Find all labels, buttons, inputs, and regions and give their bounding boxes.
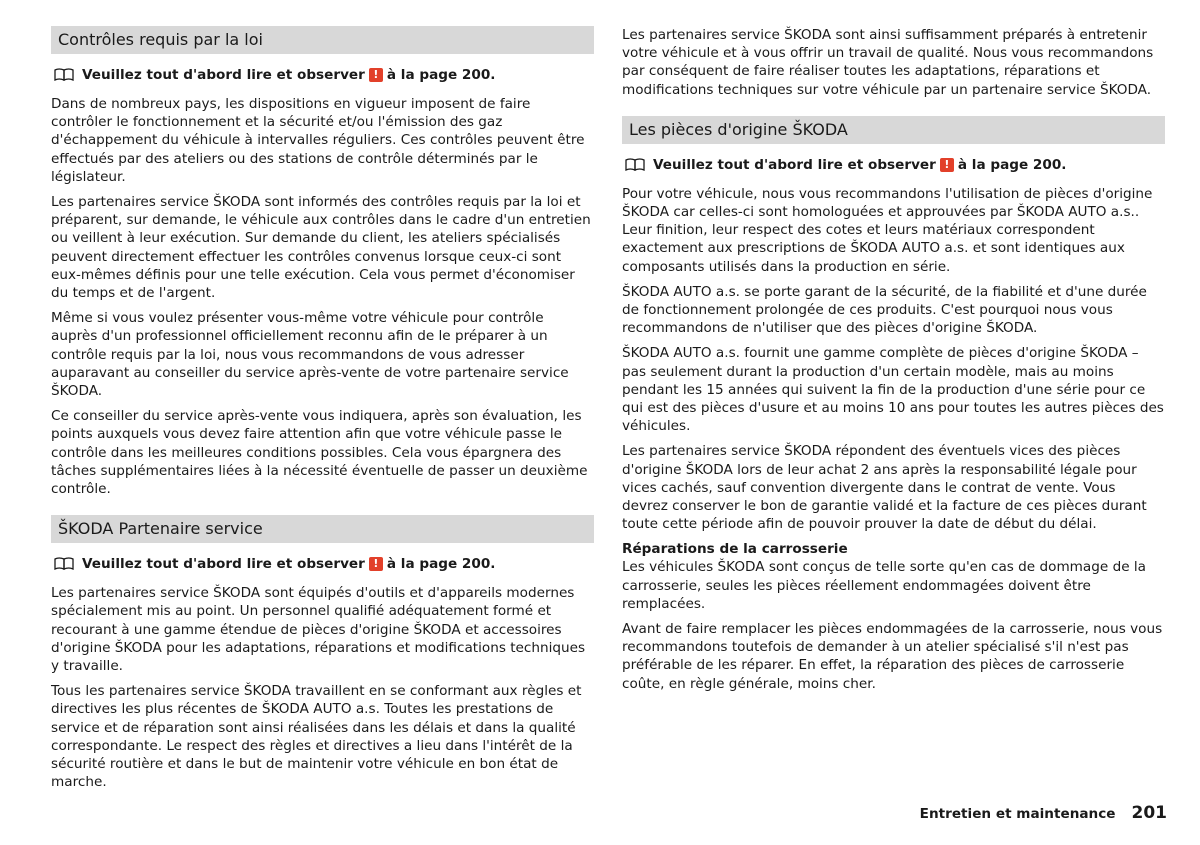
paragraph: Tous les partenaires service ŠKODA travaillent en se conformant aux règles et directives les plus récentes de ŠKODA AUTO a.s. Toutes les prestations de service et de réparation sont ainsi réalisées dans les délais et dans la qualité correspondante. Le respect des règles et directives a lieu dans l'intérêt de la sécurité routière et dans le but de maintenir votre véhicule en bon état de marche. [51, 683, 582, 791]
page-reference-link[interactable]: à la page 200. [957, 156, 1067, 173]
page-reference-link[interactable]: à la page 200. [386, 67, 496, 83]
paragraph: Avant de faire remplacer les pièces endommagées de la carrosserie, nous vous recommandons toutefois de demander à un atelier spécialisé s'il n'est pas préférable de les réparer. En effet, la réparation des pièces de carrosserie coûte, en règle générale, moins cher. [622, 621, 1163, 692]
paragraph: Même si vous voulez présenter vous-même votre véhicule pour contrôle auprès d'un professionnel officiellement reconnu afin de le préparer à un contrôle requis par la loi, nous vous recommandons de vous adresser auparavant au conseiller du service après-vente de votre partenaire service ŠKODA. [51, 310, 569, 400]
open-book-icon [625, 158, 645, 172]
section-heading-original-parts: Les pièces d'origine ŠKODA [622, 116, 1165, 144]
read-first-text: Veuillez tout d'abord lire et observer [653, 156, 936, 173]
warning-icon: ! [940, 158, 954, 172]
page-footer [920, 803, 1167, 823]
section-heading-legal-inspections: Contrôles requis par la loi [51, 26, 594, 54]
subheading-body-repairs: Réparations de la carrosserie [622, 541, 848, 558]
chapter-title: Entretien et maintenance [919, 806, 1116, 822]
warning-icon: ! [369, 68, 383, 82]
section-heading-partner-service: ŠKODA Partenaire service [51, 515, 594, 543]
paragraph: Les partenaires service ŠKODA répondent des éventuels vices des pièces d'origine ŠKODA lors de leur achat 2 ans après la responsabilité légale pour vices cachés, sauf convention divergente dans le contrat de vente. Vous devrez conserver le bon de garantie validé et la facture de ces pièces durant toute cette période afin de pouvoir prouver la date de début du délai. [622, 443, 1147, 533]
open-book-icon [54, 68, 74, 82]
right-column [622, 26, 1165, 700]
read-first-text: Veuillez tout d'abord lire et observer [82, 556, 365, 573]
page-reference-link[interactable]: à la page 200. [386, 556, 496, 573]
read-first-note [51, 66, 594, 84]
paragraph: Les véhicules ŠKODA sont conçus de telle sorte qu'en cas de dommage de la carrosserie, seules les pièces réellement endommagées doivent être remplacées. [622, 559, 1146, 612]
read-first-note [622, 156, 1165, 174]
paragraph: Ce conseiller du service après-vente vous indiquera, après son évaluation, les points auxquels vous devez faire attention afin que votre véhicule passe le contrôle dans les meilleures conditions possibles. Cela vous épargnera des tâches supplémentaires liées à la nécessité éventuelle de passer un deuxième contrôle. [51, 408, 588, 498]
left-column [51, 26, 594, 799]
read-first-note [51, 555, 594, 573]
read-first-text: Veuillez tout d'abord lire et observer [82, 67, 365, 83]
paragraph: Les partenaires service ŠKODA sont équipés d'outils et d'appareils modernes spécialement mis au point. Un personnel qualifié adéquatement formé et recourant à une gamme étendue de pièces d'origine ŠKODA et accessoires d'origine ŠKODA pour les adaptations, réparations et modifications techniques y travaille. [51, 585, 586, 675]
paragraph: Les partenaires service ŠKODA sont informés des contrôles requis par la loi et préparent, sur demande, le véhicule aux contrôles dans le cadre d'un entretien ou veillent à leur exécution. Sur demande du client, les ateliers spécialisés peuvent directement effectuer les contrôles convenus lorsque ceux-ci sont eux-mêmes définis pour une telle exécution. Cela vous permet d'économiser du temps et de l'argent. [51, 194, 591, 302]
paragraph: Dans de nombreux pays, les dispositions en vigueur imposent de faire contrôler le fonctionnement et la sécurité et/ou l'émission des gaz d'échappement du véhicule à intervalles réguliers. Ces contrôles peuvent être effectués par des ateliers ou des stations de contrôle déterminés par le législateur. [51, 96, 585, 185]
paragraph: ŠKODA AUTO a.s. fournit une gamme complète de pièces d'origine ŠKODA – pas seulement durant la production d'un certain modèle, mais au moins pendant les 15 années qui suivent la fin de la production d'une série pour ce qui est des pièces d'usure et au moins 10 ans pour toutes les autres pièces des véhicules. [622, 345, 1164, 435]
page-number: 201 [1131, 803, 1167, 823]
warning-icon: ! [369, 557, 383, 571]
paragraph: Les partenaires service ŠKODA sont ainsi suffisamment préparés à entretenir votre véhicule et à vous offrir un travail de qualité. Nous vous recommandons par conséquent de faire réaliser toutes les adaptations, réparations et modifications techniques sur votre véhicule par un partenaire service ŠKODA. [622, 27, 1154, 98]
paragraph: Pour votre véhicule, nous vous recommandons l'utilisation de pièces d'origine ŠKODA car celles-ci sont homologuées et approuvées par ŠKODA AUTO a.s.. Leur finition, leur respect des cotes et leurs matériaux correspondent exactement aux prescriptions de ŠKODA AUTO a.s. et sont identiques aux composants utilisés dans la production en série. [622, 185, 1153, 275]
paragraph: ŠKODA AUTO a.s. se porte garant de la sécurité, de la fiabilité et d'une durée de fonctionnement prolongée de ces produits. C'est pourquoi nous vous recommandons de n'utiliser que des pièces d'origine ŠKODA. [622, 283, 1147, 337]
open-book-icon [54, 557, 74, 571]
